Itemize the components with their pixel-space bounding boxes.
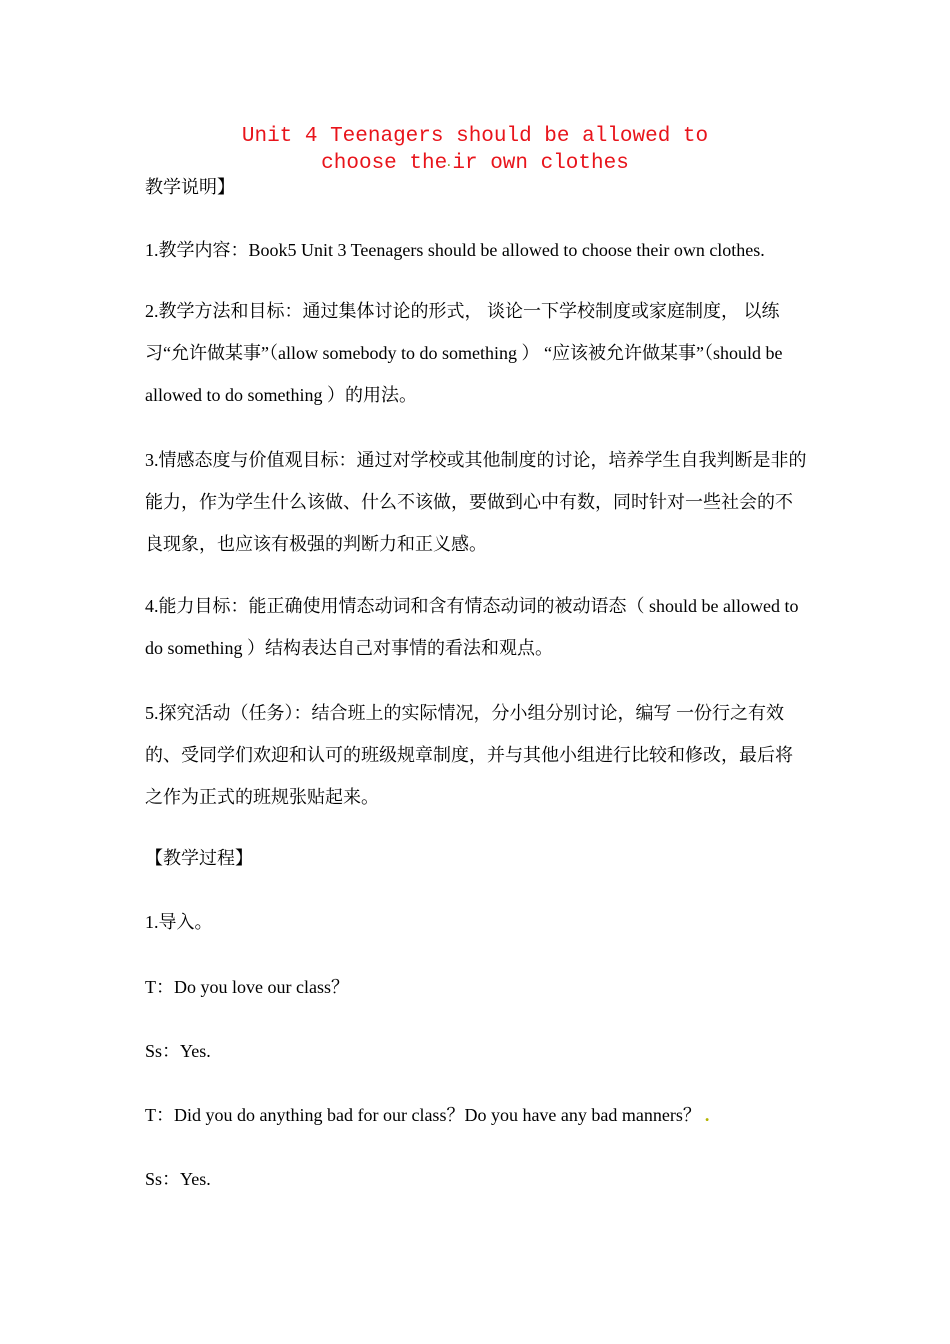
title-line-2-part-b: ir own clothes [452,152,629,175]
dialogue-line-3 [145,1102,810,1128]
paragraph-2: 2.教学方法和目标：通过集体讨论的形式， 谈论一下学校制度或家庭制度， 以练习“允许做某事”（allow somebody to do something ） “应该被允许做某事”（should be allowed to do something ）的用法。 [145,301,783,405]
title-line-1: Unit 4 Teenagers should be allowed to [241,125,709,148]
dialogue-line-2: Ss：Yes. [145,1041,211,1061]
document-title [145,124,805,177]
paragraph-1: 1.教学内容：Book5 Unit 3 Teenagers should be allowed to choose their own clothes. [145,240,765,260]
paragraph-3: 3.情感态度与价值观目标：通过对学校或其他制度的讨论，培养学生自我判断是非的能力，作为学生什么该做、什么不该做，要做到心中有数，同时针对一些社会的不良现象，也应该有极强的判断力和正义感。 [145,450,807,554]
dialogue-line-4: Ss：Yes. [145,1169,211,1189]
dialogue-line-1: T：Do you love our class？ [145,977,349,997]
process-heading: 【教学过程】 [145,848,253,868]
paragraph-4: 4.能力目标：能正确使用情态动词和含有情态动词的被动语态（ should be allowed to do something ）结构表达自己对事情的看法和观点。 [145,596,799,658]
intro-heading: 教学说明】 [145,177,235,197]
step-1: 1.导入。 [145,912,213,932]
dialogue-line-3-text: T：Did you do anything bad for our class？Do you have any bad manners？ [145,1105,701,1125]
paragraph-5: 5.探究活动（任务）：结合班上的实际情况，分小组分别讨论，编写 一份行之有效的、受同学们欢迎和认可的班级规章制度，并与其他小组进行比较和修改，最后将之作为正式的班规张贴起来。 [145,703,793,807]
dialogue-line-3-mark: . [704,1105,710,1125]
title-line-2: choose the.ir own clothes [321,152,629,175]
title-line-2-part-a: choose the [321,152,448,175]
